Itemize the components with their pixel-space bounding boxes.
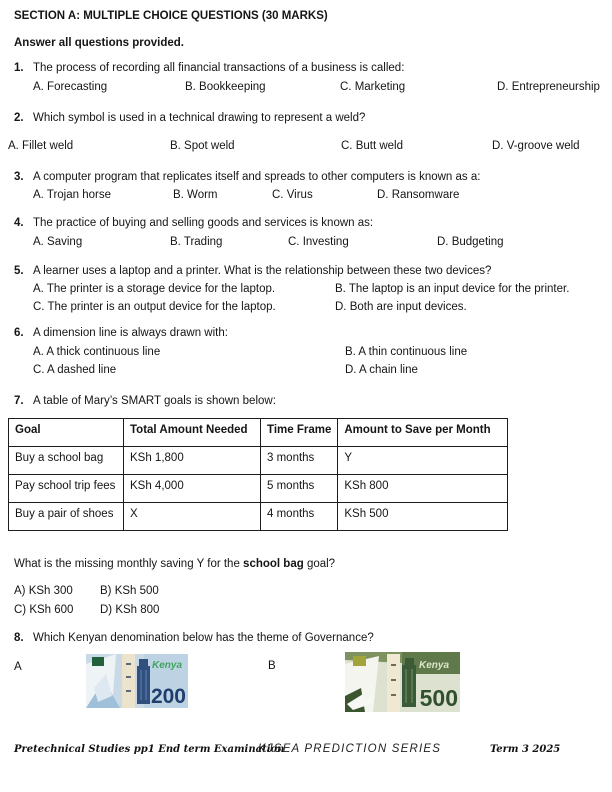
- table-header-amount: Total Amount Needed: [124, 419, 261, 447]
- choice-a-label: A: [14, 661, 22, 673]
- banknote-500-image: [345, 652, 460, 712]
- question-3-option-a: A. Trojan horse: [33, 189, 111, 201]
- table-row: [9, 475, 508, 503]
- note200-tower-top: [139, 659, 148, 666]
- question-7-text: A table of Mary’s SMART goals is shown below:: [33, 395, 276, 407]
- note500-denomination-text: 500: [419, 685, 458, 711]
- question-7-option-b: B) KSh 500: [100, 585, 159, 597]
- table-cell: KSh 4,000: [124, 475, 261, 503]
- note500-country-text: Kenya: [419, 660, 450, 671]
- question-8-text: Which Kenyan denomination below has the theme of Governance?: [33, 632, 374, 644]
- footer-term: Term 3 2025: [490, 744, 561, 755]
- table-header-time: Time Frame: [261, 419, 338, 447]
- question-4-text: The practice of buying and selling goods and services is known as:: [33, 217, 374, 229]
- table-cell: 3 months: [261, 447, 338, 475]
- question-3-text: A computer program that replicates itself and spreads to other computers is known as a:: [33, 171, 481, 183]
- choice-b-label: B: [268, 660, 276, 672]
- question-1-option-b: B. Bookkeeping: [185, 81, 266, 93]
- note200-security-band: [122, 654, 135, 708]
- question-6-option-c: C. A dashed line: [33, 364, 117, 376]
- table-cell: KSh 800: [338, 475, 508, 503]
- question-8-number: 8.: [14, 632, 24, 644]
- instruction-text: Answer all questions provided.: [14, 37, 184, 49]
- footer-exam-title: Pretechnical Studies pp1 End term Examination: [14, 744, 285, 755]
- note500-band-mark: [391, 679, 396, 681]
- question-6-option-d: D. A chain line: [345, 364, 418, 376]
- note200-tower-detail: [145, 670, 147, 700]
- question-7-option-c: C) KSh 600: [14, 604, 74, 616]
- question-6-option-a: A. A thick continuous line: [33, 346, 161, 358]
- question-6-option-b: B. A thin continuous line: [345, 346, 468, 358]
- question-7-option-a: A) KSh 300: [14, 585, 73, 597]
- note500-tower-icon: [402, 665, 416, 707]
- question-5-number: 5.: [14, 265, 24, 277]
- table-cell: Buy a pair of shoes: [9, 503, 124, 531]
- question-4-option-d: D. Budgeting: [437, 236, 504, 248]
- table-cell: X: [124, 503, 261, 531]
- question-4-option-c: C. Investing: [288, 236, 349, 248]
- note200-band-mark: [126, 690, 131, 692]
- question-4-number: 4.: [14, 217, 24, 229]
- table-cell: 5 months: [261, 475, 338, 503]
- question-6-number: 6.: [14, 327, 24, 339]
- question-1-number: 1.: [14, 62, 24, 74]
- note200-band-mark: [126, 676, 131, 678]
- question-2-text: Which symbol is used in a technical drawing to represent a weld?: [33, 112, 366, 124]
- banknote-200-image: [86, 654, 188, 708]
- question-7-followup: [14, 558, 335, 570]
- followup-prefix: What is the missing monthly saving Y for the: [14, 558, 244, 570]
- note500-band-mark: [391, 664, 396, 666]
- question-5-option-c: C. The printer is an output device for the laptop.: [33, 301, 276, 313]
- note200-country-text: Kenya: [152, 660, 183, 671]
- note500-tower-detail: [411, 669, 413, 703]
- table-cell: KSh 1,800: [124, 447, 261, 475]
- note500-yellow-patch: [353, 656, 366, 666]
- question-7-option-d: D) KSh 800: [100, 604, 160, 616]
- question-3-option-c: C. Virus: [272, 189, 313, 201]
- question-5-text: A learner uses a laptop and a printer. What is the relationship between these two devices?: [33, 265, 492, 277]
- table-cell: Buy a school bag: [9, 447, 124, 475]
- note200-band-mark: [126, 663, 131, 665]
- section-title: SECTION A: MULTIPLE CHOICE QUESTIONS (30 MARKS): [14, 10, 328, 22]
- table-row: [9, 447, 508, 475]
- note500-tower-detail: [405, 669, 407, 703]
- question-2-option-a: A. Fillet weld: [8, 140, 74, 152]
- note200-tower-detail: [140, 670, 142, 700]
- question-5-option-a: A. The printer is a storage device for the laptop.: [33, 283, 276, 295]
- followup-suffix: goal?: [303, 558, 336, 570]
- followup-bold: school bag: [243, 558, 304, 570]
- note500-security-band: [387, 654, 400, 712]
- note200-tower-icon: [137, 666, 150, 704]
- question-4-option-b: B. Trading: [170, 236, 223, 248]
- footer-series: KJSEA PREDICTION SERIES: [258, 743, 442, 755]
- question-3-option-b: B. Worm: [173, 189, 218, 201]
- question-6-text: A dimension line is always drawn with:: [33, 327, 228, 339]
- question-2-number: 2.: [14, 112, 24, 124]
- smart-goals-table: [8, 418, 508, 531]
- note200-denomination-text: 200: [150, 685, 186, 708]
- table-header-goal: Goal: [9, 419, 124, 447]
- question-5-option-d: D. Both are input devices.: [335, 301, 467, 313]
- question-2-option-d: D. V-groove weld: [492, 140, 580, 152]
- question-1-text: The process of recording all financial transactions of a business is called:: [33, 62, 405, 74]
- question-7-number: 7.: [14, 395, 24, 407]
- table-cell: 4 months: [261, 503, 338, 531]
- table-cell: Pay school trip fees: [9, 475, 124, 503]
- question-2-option-c: C. Butt weld: [341, 140, 403, 152]
- question-2-option-b: B. Spot weld: [170, 140, 235, 152]
- table-cell: Y: [338, 447, 508, 475]
- note500-tower-top: [405, 658, 414, 665]
- question-4-option-a: A. Saving: [33, 236, 83, 248]
- question-5-option-b: B. The laptop is an input device for the printer.: [335, 283, 570, 295]
- note500-band-mark: [391, 694, 396, 696]
- question-3-number: 3.: [14, 171, 24, 183]
- question-1-option-d: D. Entrepreneurship: [497, 81, 600, 93]
- table-header-row: [9, 419, 508, 447]
- question-1-option-a: A. Forecasting: [33, 81, 108, 93]
- question-3-option-d: D. Ransomware: [377, 189, 460, 201]
- table-cell: KSh 500: [338, 503, 508, 531]
- note200-green-patch: [92, 657, 104, 666]
- table-header-save: Amount to Save per Month: [338, 419, 508, 447]
- question-1-option-c: C. Marketing: [340, 81, 406, 93]
- table-row: [9, 503, 508, 531]
